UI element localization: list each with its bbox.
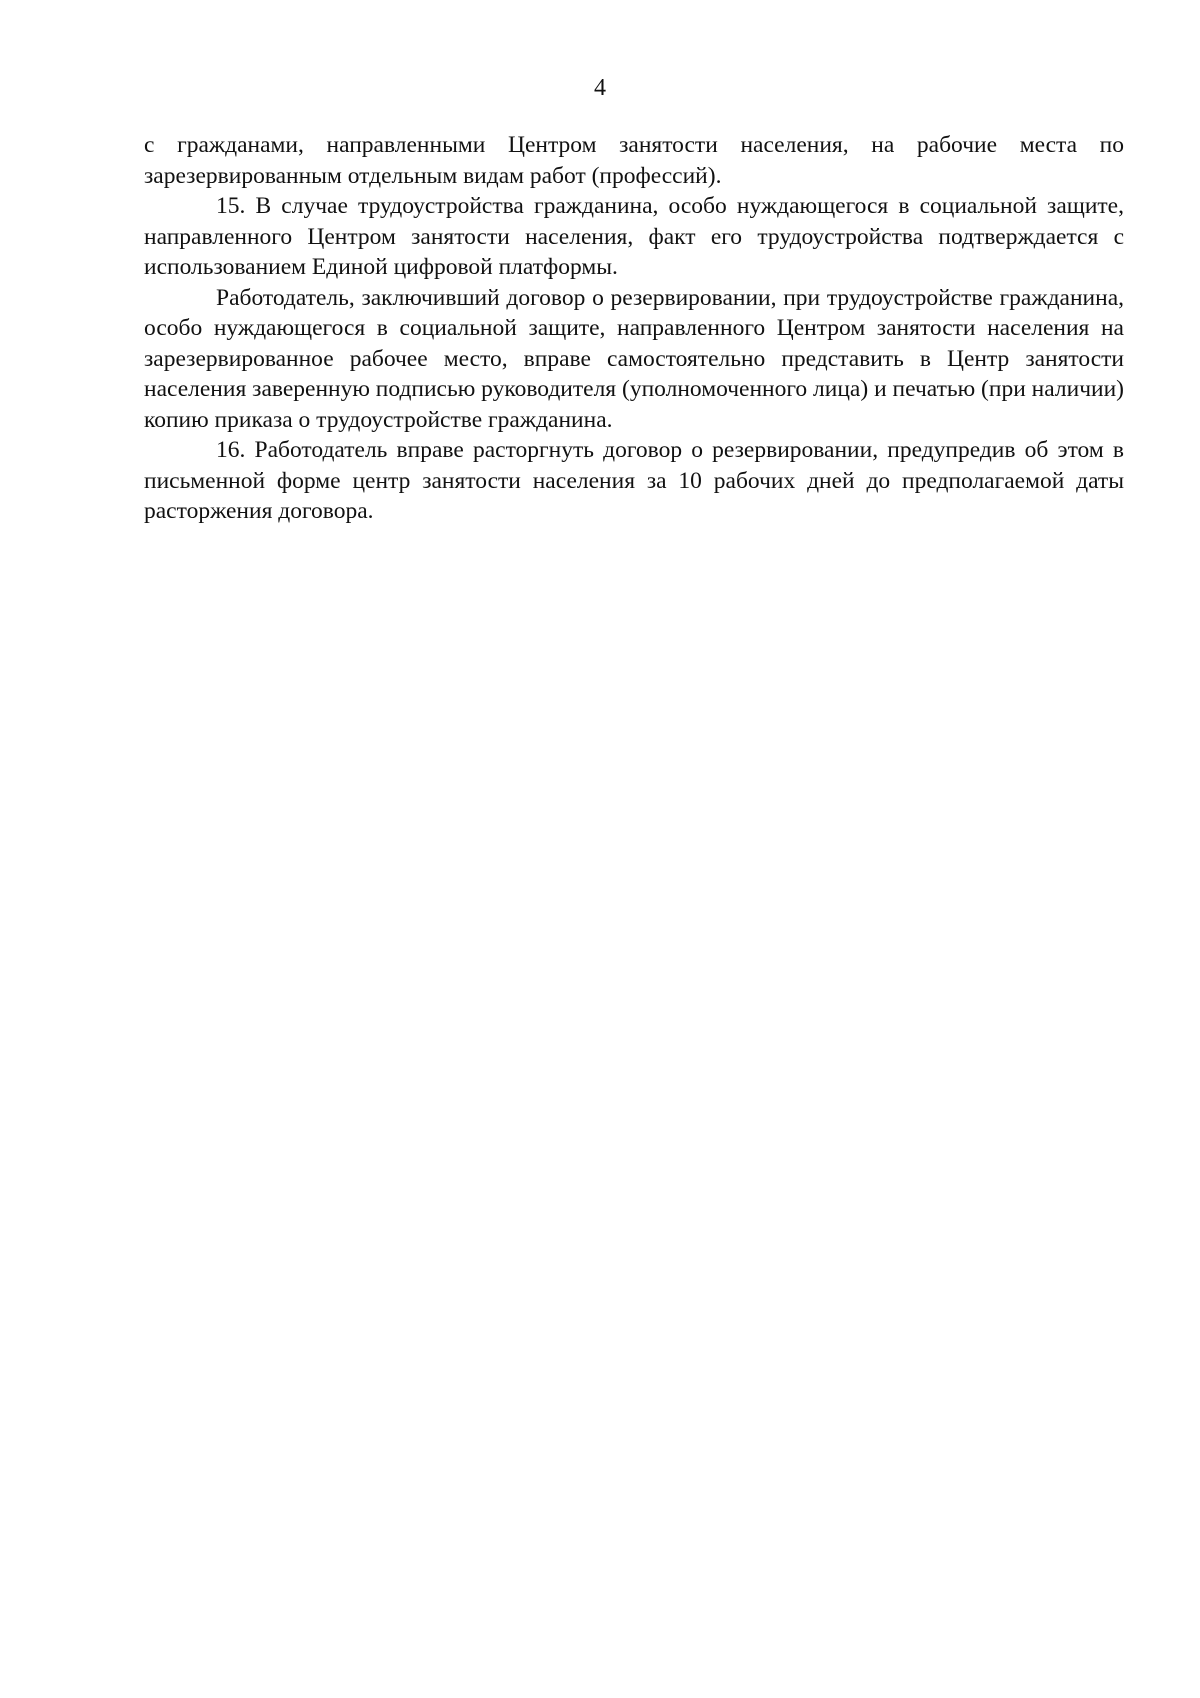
page-number: 4: [594, 75, 606, 101]
document-body: [144, 130, 1124, 527]
paragraph-employer-rights: Работодатель, заключивший договор о резервировании, при трудоустройстве гражданина, особо нуждающегося в социальной защите, направленного Центром занятости населения на зарезервированное рабочее место, вправе самостоятельно представить в Центр занятости населения заверенную подписью руководителя (уполномоченного лица) и печатью (при наличии) копию приказа о трудоустройстве гражданина.: [144, 284, 1124, 433]
paragraph-continuation: с гражданами, направленными Центром занятости населения, на рабочие места по зарезервированным отдельным видам работ (профессий).: [144, 132, 1124, 189]
paragraph-15: 15. В случае трудоустройства гражданина, особо нуждающегося в социальной защите, направленного Центром занятости населения, факт его трудоустройства подтверждается с использованием Единой цифровой платформы.: [144, 193, 1124, 280]
paragraph-16: 16. Работодатель вправе расторгнуть договор о резервировании, предупредив об этом в письменной форме центр занятости населения за 10 рабочих дней до предполагаемой даты расторжения договора.: [144, 437, 1124, 524]
